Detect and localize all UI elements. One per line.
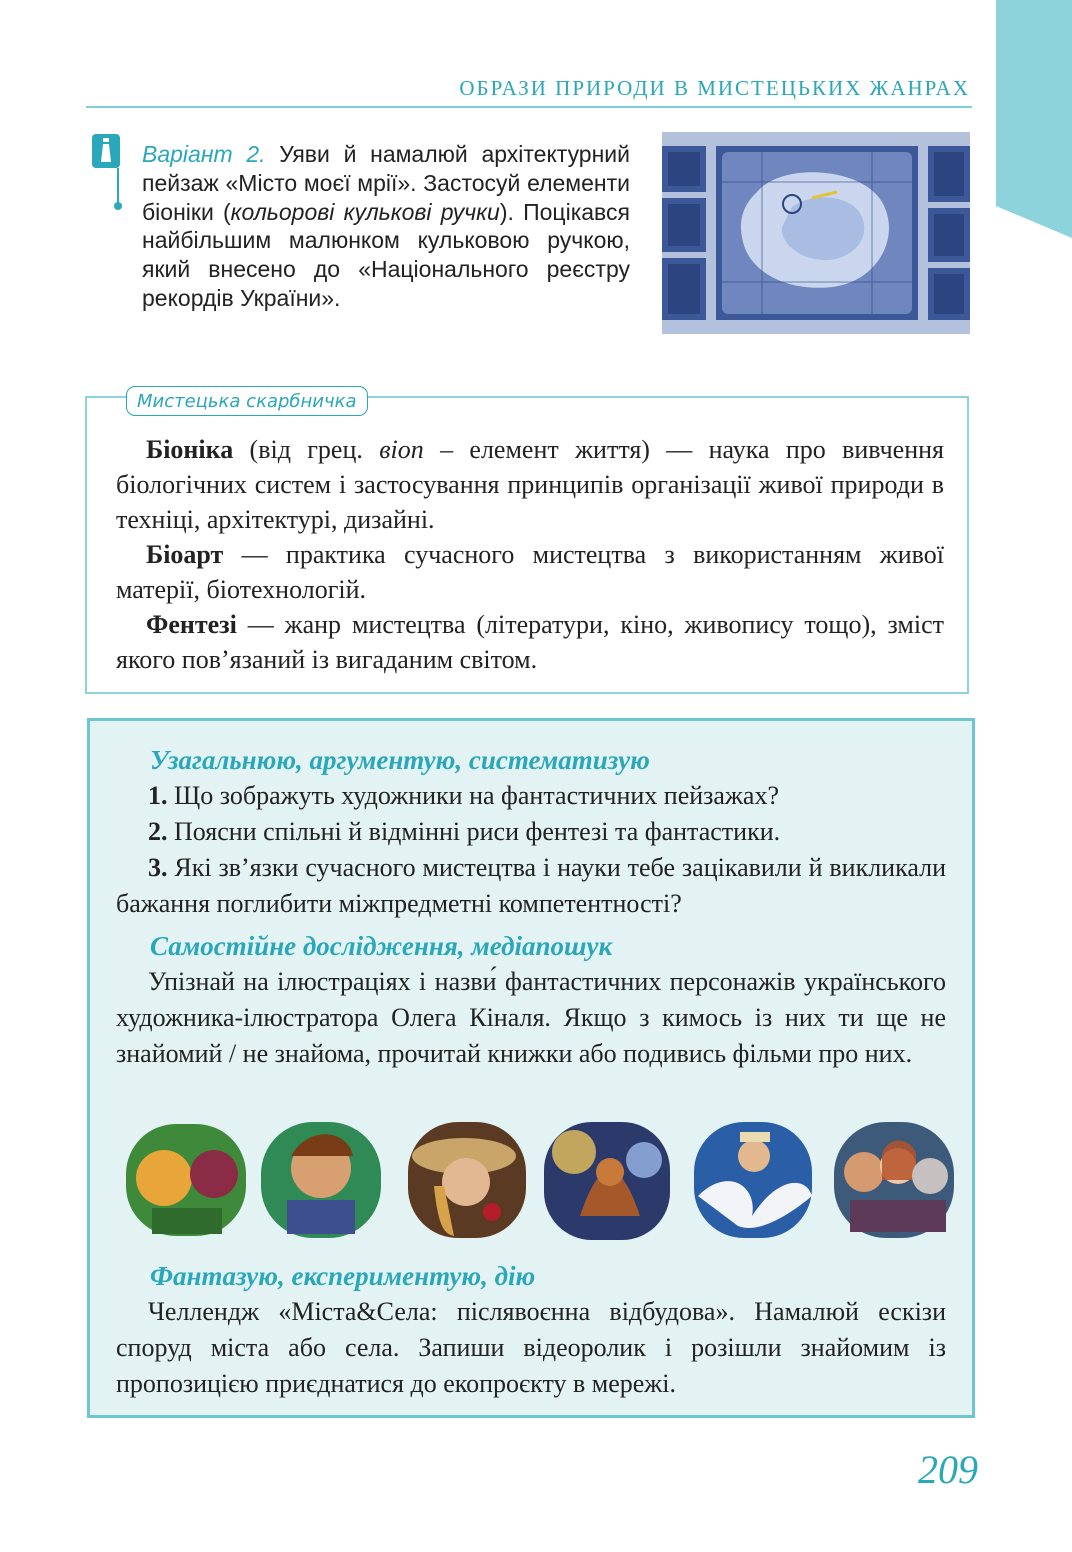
- variant-text-1: Уяви й намалюй архітектурний пейзаж «Місто моєї мрії». Застосуй елементи біоніки (: [142, 141, 630, 225]
- section-heading-generalize: Узагальнюю, аргументую, систематизую: [150, 745, 650, 775]
- chapter-title: ОБРАЗИ ПРИРОДИ В МИСТЕЦЬКИХ ЖАНРАХ: [459, 76, 970, 100]
- section-heading-fantasize: Фантазую, експериментую, дію: [150, 1261, 536, 1291]
- definition-italic: віоn: [379, 435, 424, 464]
- research-section: [116, 928, 946, 1072]
- question-3: [116, 850, 946, 922]
- definition-text: — жанр мистецтва (літератури, кіно, живопису тощо), зміст якого пов’язаний із вигаданим світом.: [116, 610, 944, 674]
- illustration-4: [540, 1116, 674, 1246]
- city-map-image: [662, 132, 970, 334]
- illustrations-gallery: [122, 1116, 958, 1246]
- page-number: 209: [918, 1447, 978, 1492]
- illustration-1: [122, 1116, 250, 1244]
- question-number: 3.: [148, 853, 168, 882]
- art-treasury-label: Мистецька скарбничка: [126, 386, 368, 416]
- question-text: Які зв’язки сучасного мистецтва і науки тебе зацікавили й викликали бажання поглибити міжпредметні компетентності?: [116, 853, 946, 918]
- definition-bioart: [116, 537, 944, 607]
- question-number: 1.: [148, 781, 168, 810]
- definition-text: — практика сучасного мистецтва з використанням живої матерії, біотехнологій.: [116, 540, 944, 604]
- header-divider: [86, 106, 972, 108]
- question-1: [116, 778, 946, 814]
- term-fantasy: Фентезі: [146, 610, 237, 639]
- lighthouse-icon: [88, 132, 124, 214]
- art-treasury-text: [116, 432, 944, 677]
- variant-task: [142, 140, 630, 313]
- generalize-section: [116, 742, 946, 922]
- definition-text: – елемент життя) — наука про вивчення біологічних систем і застосування принципів організації живої природи в техніці, архітектурі, дизайні.: [116, 435, 944, 534]
- variant-text-2: ). Поцікався найбільшим малюнком кульковою ручкою, який внесено до «Національного реєстру рекордів України».: [142, 198, 630, 311]
- term-bionics: Біоніка: [146, 435, 234, 464]
- question-2: [116, 814, 946, 850]
- term-bioart: Біоарт: [146, 540, 224, 569]
- definition-bionics: [116, 432, 944, 537]
- illustration-6: [830, 1116, 958, 1244]
- corner-tab: [996, 0, 1072, 238]
- challenge-text: Челлендж «Міста&Села: післявоєнна відбудова». Намалюй ескізи споруд міста або села. Запиши відеоролик і розішли знайомим із пропозицією приєднатися до екопроєкту в мережі.: [116, 1297, 946, 1398]
- question-text: Що зображуть художники на фантастичних пейзажах?: [167, 781, 780, 810]
- question-text: Поясни спільні й відмінні риси фентезі та фантастики.: [167, 817, 781, 846]
- definition-fantasy: [116, 607, 944, 677]
- illustration-2: [257, 1116, 385, 1244]
- question-number: 2.: [148, 817, 168, 846]
- illustration-3: [404, 1116, 530, 1244]
- variant-label: Варіант 2.: [142, 141, 266, 167]
- illustration-5: [688, 1116, 818, 1244]
- definition-text: (від грец.: [233, 435, 380, 464]
- section-heading-research: Самостійне дослідження, медіапошук: [150, 931, 613, 961]
- variant-text-italic: кольорові кулькові ручки: [230, 198, 500, 225]
- fantasize-section: [116, 1258, 946, 1402]
- research-text: Упізнай на ілюстраціях і назви́ фантастичних персонажів українського художника-ілюстратора Олега Кіналя. Якщо з кимось із них ти ще не знайомий / не знайома, прочитай книжки або подивись фільми про них.: [116, 967, 946, 1068]
